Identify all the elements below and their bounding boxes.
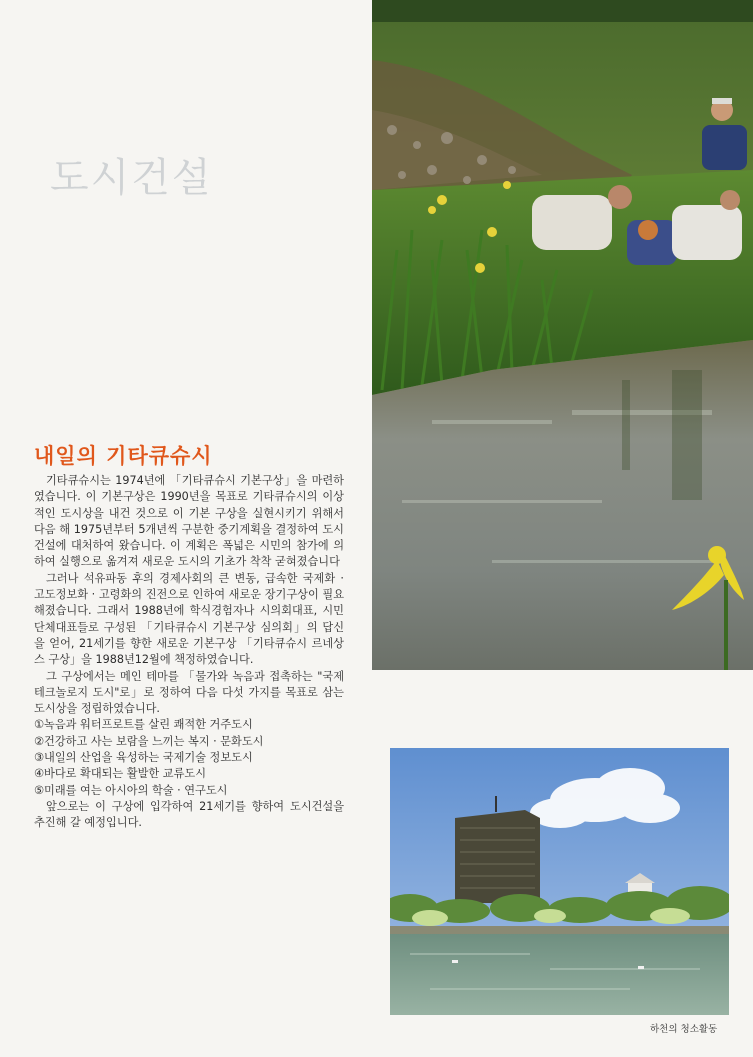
goal-item: ④바다로 확대되는 활발한 교류도시	[34, 767, 206, 781]
river-cleanup-photo	[372, 0, 753, 670]
goal-item: ①녹음과 워터프로트를 살린 쾌적한 거주도시	[34, 718, 253, 732]
paragraph-1: 기타큐슈시는 1974년에 「기타큐슈시 기본구상」을 마련하였습니다. 이 기본구상은 1990년을 목표로 기타큐슈시의 이상적인 도시상을 내건 것으로 이 기본 구상을 실현시키기 위해서 다음 해 1975년부터 5개년씩 구분한 중기계획을 결정하여 도시건설에 대처하여 왔습니다. 이 계획은 폭넓은 시민의 참가에 의하여 실행으로 옮겨져 새로운 도시의 기초가 착착 굳혀졌습니다	[34, 474, 344, 569]
section-title: 도시건설	[50, 155, 213, 201]
goal-item: ⑤미래를 여는 아시아의 학술 · 연구도시	[34, 783, 228, 797]
photo-caption: 하천의 청소활동	[650, 1024, 718, 1035]
closing-paragraph: 앞으로는 이 구상에 입각하여 21세기를 향하여 도시건설을 추진해 갈 예정입니다.	[34, 799, 344, 830]
paragraph-2: 그러나 석유파동 후의 경제사회의 큰 변동, 급속한 국제화 · 고도정보화 · 고령화의 진전으로 인하여 새로운 장기구상이 필요해졌습니다. 그래서 1988년에 학식경험자나 시의회대표, 시민단체대표들로 구성된 「기타큐슈시 기본구상 심의회」의 답신을 얻어, 21세기를 향한 새로운 기본구상 「기타큐슈시 르네상스 구상」을 1988년12월에 책정하였습니다.	[34, 571, 344, 667]
body-text	[34, 473, 344, 832]
goal-list	[34, 717, 344, 798]
paragraph-3: 그 구상에서는 메인 테마를 「물가와 녹음과 접촉하는 "국제 테크놀로지 도시"로」로 정하여 다음 다섯 가지를 목표로 삼는 도시상을 정립하였습니다.	[34, 669, 344, 716]
goal-item: ③내일의 산업을 육성하는 국제기술 정보도시	[34, 751, 253, 765]
goal-item: ②건강하고 사는 보람을 느끼는 복지 · 문화도시	[34, 734, 264, 748]
heading: 내일의 기타큐슈시	[34, 444, 213, 468]
city-river-photo	[390, 748, 729, 1015]
